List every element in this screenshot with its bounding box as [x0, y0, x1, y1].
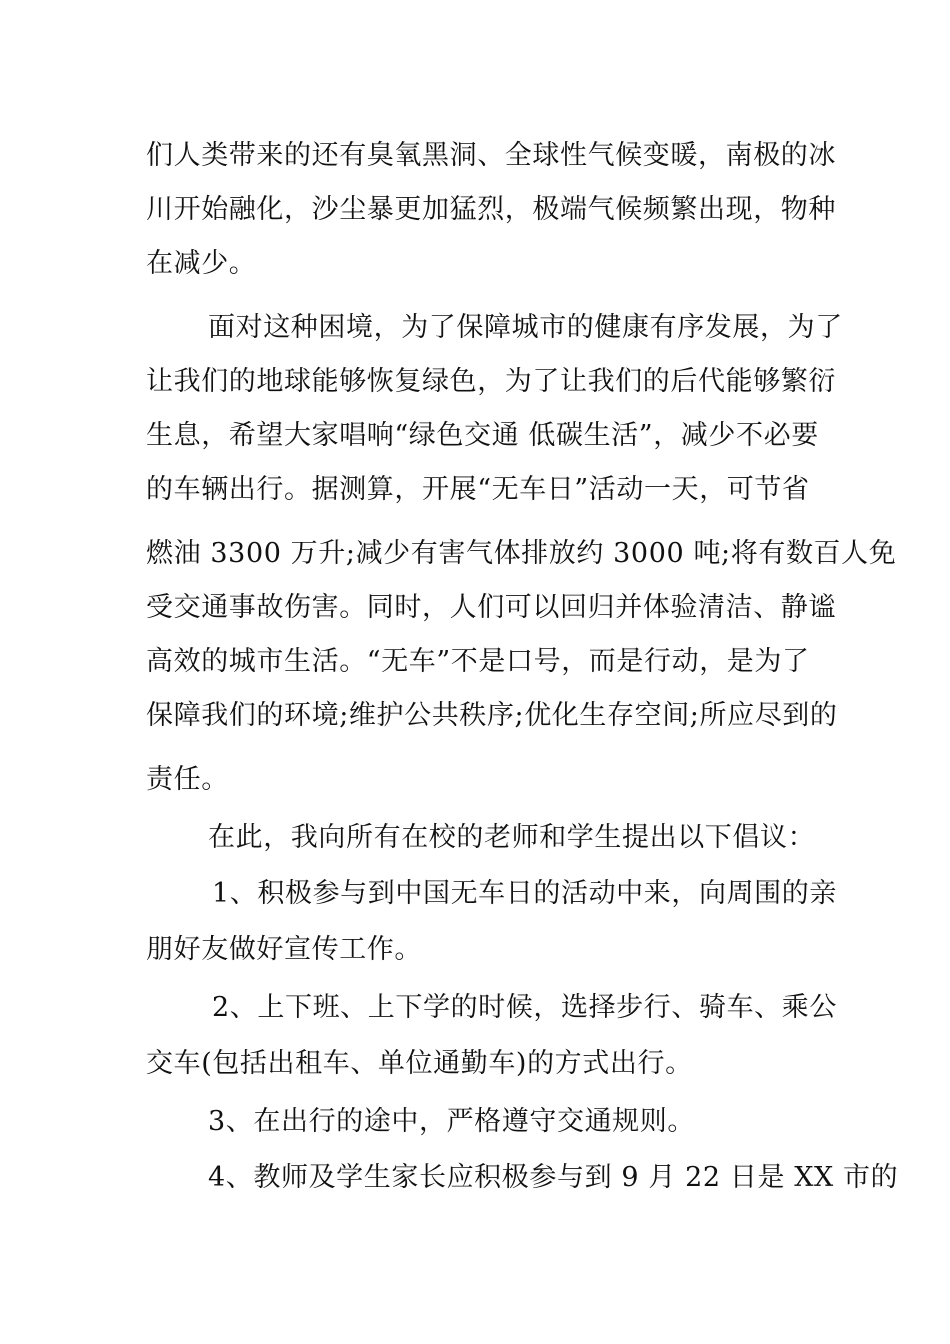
text-line: 朋好友做好宣传工作。	[146, 934, 422, 965]
text-line: 川开始融化，沙尘暴更加猛烈，极端气候频繁出现，物种	[146, 194, 836, 225]
text-line: 责任。	[146, 764, 229, 795]
paragraph-start: 面对这种困境，为了保障城市的健康有序发展，为了	[208, 312, 843, 343]
list-item: 4、教师及学生家长应积极参与到 9 月 22 日是 XX 市的	[208, 1162, 899, 1193]
text-line: 生息，希望大家唱响“绿色交通 低碳生活”，减少不必要	[146, 420, 819, 451]
text-line: 让我们的地球能够恢复绿色，为了让我们的后代能够繁衍	[146, 366, 836, 397]
text-line: 燃油 3300 万升;减少有害气体排放约 3000 吨;将有数百人免	[146, 538, 897, 569]
list-item: 1、积极参与到中国无车日的活动中来，向周围的亲	[212, 878, 837, 909]
text-line: 的车辆出行。据测算，开展“无车日”活动一天，可节省	[146, 474, 810, 505]
text-line: 交车(包括出租车、单位通勤车)的方式出行。	[146, 1048, 693, 1079]
paragraph-start: 在此，我向所有在校的老师和学生提出以下倡议：	[208, 822, 816, 853]
text-line: 高效的城市生活。“无车”不是口号，而是行动，是为了	[146, 646, 810, 677]
text-line: 们人类带来的还有臭氧黑洞、全球性气候变暖，南极的冰	[146, 140, 836, 171]
text-line: 保障我们的环境;维护公共秩序;优化生存空间;所应尽到的	[146, 700, 838, 731]
list-item: 3、在出行的途中，严格遵守交通规则。	[208, 1106, 695, 1137]
text-line: 受交通事故伤害。同时，人们可以回归并体验清洁、静谧	[146, 592, 836, 623]
list-item: 2、上下班、上下学的时候，选择步行、骑车、乘公	[212, 992, 837, 1023]
text-line: 在减少。	[146, 248, 257, 279]
